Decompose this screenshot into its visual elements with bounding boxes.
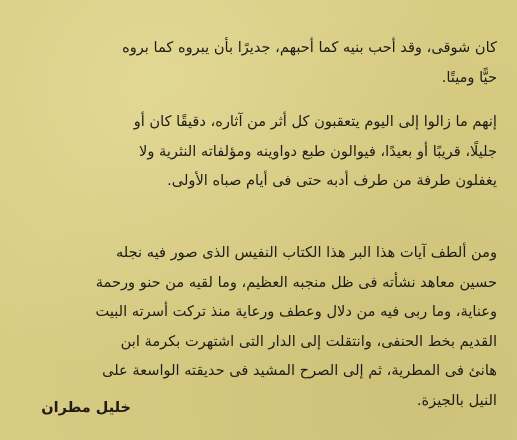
text-line: حسين معاهد نشأته فى ظل منجبه العظيم، وما لقيه من حنو ورحمة bbox=[95, 273, 497, 291]
text-line: هانئ فى المطرية، ثم إلى الصرح المشيد فى حديقته الواسعة على bbox=[102, 362, 497, 379]
text-line: القديم بخط الحنفى، وانتقلت إلى الدار التى اشتهرت بكرمة ابن bbox=[120, 332, 497, 350]
paragraph-2 bbox=[12, 107, 497, 196]
text-line: يغفلون طرفة من طرف أدبه حتى فى أيام صباه الأولى. bbox=[167, 172, 497, 189]
author-signature: خليل مطران bbox=[41, 400, 131, 416]
text-line: حيًّا وميتًا. bbox=[441, 68, 497, 86]
paragraph-3 bbox=[12, 238, 497, 415]
text-line: وعناية، وما ربى فيه من دلال وعطف ورعاية منذ تركت أسرته البيت bbox=[95, 303, 497, 320]
paragraph-1 bbox=[12, 33, 497, 92]
text-line: إنهم ما زالوا إلى اليوم يتعقبون كل أثر من آثاره، دقيقًا كان أو bbox=[133, 113, 497, 130]
text-line: النيل بالجيزة. bbox=[416, 391, 497, 409]
text-line: ومن ألطف آيات هذا البر هذا الكتاب النفيس الذى صور فيه نجله bbox=[115, 244, 497, 261]
text-line: جليلًا، قريبًا أو بعيدًا، فيوالون طبع دواوينه ومؤلفاته النثرية ولا bbox=[139, 142, 497, 160]
text-line: كان شوقى، وقد أحب بنيه كما أحبهم، جديرًا بأن يبروه كما بروه bbox=[122, 39, 497, 56]
